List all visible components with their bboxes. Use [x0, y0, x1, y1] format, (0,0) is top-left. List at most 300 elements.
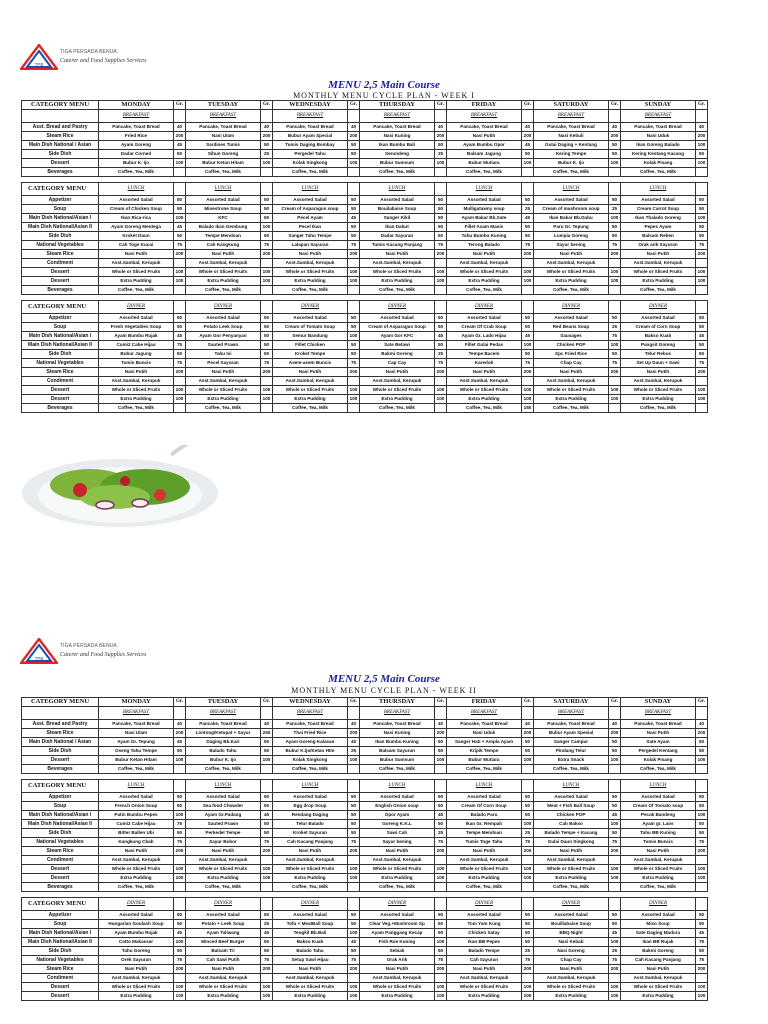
dish-cell: Pecel Sayuran	[186, 359, 261, 368]
gram-cell: 100	[348, 268, 360, 277]
gram-cell: 45	[261, 811, 273, 820]
gram-cell: 50	[348, 811, 360, 820]
gram-cell: 50	[348, 314, 360, 323]
category-cell: Main Dish National/Asian II	[22, 820, 99, 829]
dish-cell: Sea food Chowder	[186, 802, 261, 811]
meal-label: BREAKFAST	[273, 707, 348, 720]
dish-cell: Whole or Sliced Fruits	[621, 865, 696, 874]
dish-cell: Pancake, Toast Bread	[621, 720, 696, 729]
dish-cell: Tempe Mendoan	[447, 829, 522, 838]
menu-row	[22, 747, 708, 756]
dish-cell: Assorted Salad	[621, 196, 696, 205]
gram-cell: 75	[609, 838, 621, 847]
dish-cell: Pergedel Tahu	[273, 150, 348, 159]
gram-cell: 75	[696, 359, 708, 368]
dish-cell: Asst.Sambal, Kerupuk	[99, 856, 174, 865]
gram-cell: 50	[348, 793, 360, 802]
gram-cell: 50	[435, 214, 447, 223]
gram-cell: 100	[522, 820, 534, 829]
dish-cell: Nasi Putih	[360, 368, 435, 377]
menu-row	[22, 141, 708, 150]
header-row	[22, 101, 708, 110]
gram-cell: 50	[609, 920, 621, 929]
gram-cell: 50	[261, 947, 273, 956]
gram-cell: 100	[174, 386, 186, 395]
dish-cell: Nasi Putih	[360, 250, 435, 259]
gram-cell: 45	[522, 332, 534, 341]
dish-cell: Assorted Salad	[447, 793, 522, 802]
category-cell: Side Dish	[22, 232, 99, 241]
dish-cell: Extra Pudding	[621, 874, 696, 883]
dish-cell: Sauted Prawn	[186, 820, 261, 829]
menu-row	[22, 865, 708, 874]
dish-cell: Asem-asem Buncis	[273, 359, 348, 368]
meal-gram-cell	[609, 898, 621, 911]
dish-cell: Nasi Putih	[273, 250, 348, 259]
meal-gram-cell	[696, 301, 708, 314]
gram-cell	[348, 286, 360, 295]
dish-cell: Ikan Rica-rica	[99, 214, 174, 223]
dish-cell: Minestrone Soup	[186, 205, 261, 214]
dish-cell: Assorted Salad	[534, 196, 609, 205]
day-header: SUNDAY	[621, 101, 696, 110]
dish-cell: Asst.Sambal, Kerupuk	[447, 377, 522, 386]
gram-cell: 200	[522, 729, 534, 738]
meal-gram-cell	[609, 110, 621, 123]
gram-cell: 100	[174, 874, 186, 883]
gram-cell	[696, 377, 708, 386]
dish-cell: Balado Ikan Gembung	[186, 223, 261, 232]
day-header: WEDNESDAY	[273, 698, 348, 707]
gram-cell: 200	[609, 847, 621, 856]
dish-cell: Ikan BB Rujak	[621, 938, 696, 947]
dish-cell: Coffee, Tea, Milk	[534, 404, 609, 413]
gram-cell	[261, 168, 273, 177]
dish-cell: Cream Of Crab Soup	[447, 323, 522, 332]
menu-row	[22, 929, 708, 938]
gram-cell	[522, 765, 534, 774]
dish-cell: Cream of Asparagus soup	[273, 205, 348, 214]
meal-label: BREAKFAST	[273, 110, 348, 123]
gram-cell: 100	[348, 992, 360, 1001]
category-cell: Beverages	[22, 883, 99, 892]
dish-cell: Extra Pudding	[186, 277, 261, 286]
menu-row	[22, 377, 708, 386]
meal-gram-cell	[609, 301, 621, 314]
dish-cell: Kering Tempe	[534, 150, 609, 159]
dish-cell: Gulai Daun Singkong	[534, 838, 609, 847]
dish-cell: Assorted Salad	[273, 911, 348, 920]
gram-cell: 40	[696, 123, 708, 132]
gram-cell: 100	[435, 874, 447, 883]
dish-cell: Coffee, Tea, Milk	[186, 168, 261, 177]
menu-row	[22, 811, 708, 820]
dish-cell: Coffee, Tea, Milk	[186, 286, 261, 295]
gram-cell	[522, 883, 534, 892]
dish-cell: Tahu Goreng	[99, 947, 174, 956]
dish-cell: Assorted Salad	[534, 793, 609, 802]
gram-cell	[696, 404, 708, 413]
dish-cell: Kolak Pisang	[621, 756, 696, 765]
dish-cell: Kolak Pisang	[621, 159, 696, 168]
dish-cell: Extra Snack	[534, 756, 609, 765]
dish-cell: Asst.Sambal, Kerupuk	[186, 377, 261, 386]
gram-cell: 100	[609, 341, 621, 350]
gram-cell: 25	[609, 205, 621, 214]
dish-cell: Dadar Corned	[99, 150, 174, 159]
gram-header: Gr.	[348, 101, 360, 110]
dish-cell: Oseng Tahu Tempe	[99, 747, 174, 756]
gram-cell: 50	[522, 938, 534, 947]
dish-cell: Asst.Sambal, Kerupuk	[621, 974, 696, 983]
gram-cell: 50	[261, 141, 273, 150]
dish-cell: Coffee, Tea, Milk	[360, 765, 435, 774]
category-cell: Steam Rice	[22, 132, 99, 141]
dish-cell: Asst.Sambal, Kerupuk	[360, 259, 435, 268]
gram-cell: 50	[261, 911, 273, 920]
dish-cell: Extra Pudding	[621, 395, 696, 404]
dish-cell: Ikan Goreng Balado	[621, 141, 696, 150]
gram-cell: 50	[348, 323, 360, 332]
dish-cell: Chap Cay	[534, 956, 609, 965]
gram-cell	[174, 377, 186, 386]
dish-cell: Coffee, Tea, Milk	[534, 883, 609, 892]
dish-cell: Nasi Ulam	[99, 729, 174, 738]
dish-cell: Nasi Putih	[447, 132, 522, 141]
category-cell: Dessert	[22, 268, 99, 277]
gram-cell	[435, 765, 447, 774]
dish-cell: Bakmi Goreng	[360, 350, 435, 359]
category-cell: Appetizer	[22, 196, 99, 205]
dish-cell: Extra Pudding	[186, 992, 261, 1001]
dish-cell: Kering Kentang Kacang	[621, 150, 696, 159]
gram-cell: 75	[435, 838, 447, 847]
dish-cell: Coffee, Tea, Milk	[273, 404, 348, 413]
dish-cell: Pancake, Toast Bread	[447, 123, 522, 132]
gram-cell	[522, 286, 534, 295]
gram-cell: 100	[609, 938, 621, 947]
dish-cell: Coffee, Tea, Milk	[273, 286, 348, 295]
gram-cell: 100	[609, 865, 621, 874]
dish-cell: Ayam Taliwang	[186, 929, 261, 938]
dish-cell: Nasi Putih	[447, 368, 522, 377]
gram-cell: 50	[261, 214, 273, 223]
dish-cell: Bubur Mutiara	[447, 159, 522, 168]
menu-row	[22, 277, 708, 286]
dish-cell: Ikan Thalado Goreng	[621, 214, 696, 223]
gram-cell	[348, 974, 360, 983]
dish-cell: Pancake, Toast Bread	[99, 123, 174, 132]
dish-cell: Nasi Putih	[186, 847, 261, 856]
dish-cell: Cumi2 Cabe Hijau	[99, 341, 174, 350]
gram-cell: 100	[609, 395, 621, 404]
menu-row	[22, 232, 708, 241]
gram-cell	[435, 259, 447, 268]
dish-cell: Balado Tempe + Kacang	[534, 829, 609, 838]
gram-cell: 50	[174, 196, 186, 205]
dish-cell: Assorted Salad	[186, 196, 261, 205]
category-cell: Appetizer	[22, 793, 99, 802]
dish-cell: Asst.Sambal, Kerupuk	[534, 856, 609, 865]
dish-cell: Extra Pudding	[360, 992, 435, 1001]
dish-cell: Coffee, Tea, Milk	[447, 168, 522, 177]
dish-cell: Assorted Salad	[447, 911, 522, 920]
dish-cell: Nasi Putih	[360, 965, 435, 974]
gram-cell: 50	[348, 947, 360, 956]
dish-cell: Ayam Gor Penyanyan	[186, 332, 261, 341]
dish-cell: Extra Pudding	[534, 277, 609, 286]
dish-cell: Chicken POP	[534, 811, 609, 820]
gram-cell: 100	[348, 395, 360, 404]
dish-cell: Sate Daging Madura	[621, 929, 696, 938]
gram-cell: 45	[696, 332, 708, 341]
gram-cell: 100	[261, 223, 273, 232]
meal-label: LUNCH	[360, 183, 435, 196]
meal-gram-cell	[522, 183, 534, 196]
gram-cell: 200	[435, 847, 447, 856]
menu-row	[22, 847, 708, 856]
gram-cell: 100	[261, 386, 273, 395]
dish-cell: Pancake, Toast Bread	[99, 720, 174, 729]
day-header: THURSDAY	[360, 101, 435, 110]
dish-cell: Miso Soup	[621, 920, 696, 929]
dish-cell: Pancake, Toast Bread	[447, 720, 522, 729]
gram-cell: 50	[696, 747, 708, 756]
dish-cell: Pecel Ayam	[273, 214, 348, 223]
dish-cell: Tahu BB Kuning	[621, 829, 696, 838]
dish-cell: Assorted Salad	[186, 314, 261, 323]
dish-cell: Pancake, Toast Bread	[621, 123, 696, 132]
meal-gram-cell	[261, 707, 273, 720]
gram-cell: 50	[696, 196, 708, 205]
dish-cell: Extra Pudding	[360, 277, 435, 286]
category-cell: Appetizer	[22, 314, 99, 323]
dish-cell: Balado Tahu	[273, 947, 348, 956]
gram-cell: 75	[522, 838, 534, 847]
dish-cell: Extra Pudding	[273, 992, 348, 1001]
dish-cell: Tahu Bumbu Kuning	[447, 232, 522, 241]
dish-cell: Ayam Bakar Bb.Sate	[447, 214, 522, 223]
meal-gram-cell	[435, 183, 447, 196]
company-name: TIGA PERSADA BENUA	[60, 49, 117, 55]
dish-cell: Asst.Sambal, Kerupuk	[621, 856, 696, 865]
gram-cell: 100	[609, 159, 621, 168]
gram-cell	[435, 168, 447, 177]
gram-cell	[174, 883, 186, 892]
gram-cell	[609, 286, 621, 295]
gram-cell: 50	[522, 350, 534, 359]
dish-cell: Asst.Sambal, Kerupuk	[621, 377, 696, 386]
dish-cell: Balsam Sayuran	[360, 747, 435, 756]
meal-label: LUNCH	[186, 780, 261, 793]
gram-cell: 100	[522, 341, 534, 350]
gram-cell: 75	[435, 956, 447, 965]
dish-cell: Nasi Putih	[273, 847, 348, 856]
gram-cell: 200	[696, 250, 708, 259]
gram-cell: 100	[174, 938, 186, 947]
meal-gram-cell	[174, 707, 186, 720]
dish-cell: Cream Carrot Soup	[621, 205, 696, 214]
menu-row	[22, 938, 708, 947]
gram-cell: 40	[609, 123, 621, 132]
dish-cell: English Onion soup	[360, 802, 435, 811]
meal-label: LUNCH	[273, 780, 348, 793]
dish-cell: Gulai Daging + Kentang	[534, 141, 609, 150]
gram-cell: 50	[261, 793, 273, 802]
dish-cell: Kripik Tempe	[447, 747, 522, 756]
gram-cell: 50	[696, 341, 708, 350]
dish-cell: Pancake, Toast Bread	[273, 720, 348, 729]
gram-cell: 45	[348, 214, 360, 223]
gram-cell: 75	[261, 838, 273, 847]
gram-cell: 50	[261, 350, 273, 359]
dish-cell: Whole or Sliced Fruits	[273, 386, 348, 395]
gram-cell: 200	[174, 250, 186, 259]
menu-row	[22, 386, 708, 395]
dish-cell: Cumi2 Cabe Hijau	[99, 820, 174, 829]
dish-cell: Whole or Sliced Fruits	[360, 983, 435, 992]
menu-row	[22, 250, 708, 259]
gram-cell: 100	[174, 395, 186, 404]
gram-cell: 25	[609, 323, 621, 332]
gram-cell: 25	[348, 747, 360, 756]
gram-cell: 100	[609, 214, 621, 223]
gram-cell: 50	[696, 350, 708, 359]
category-cell: Main Dish National/Asian II	[22, 938, 99, 947]
week1-title: MENU 2,5 Main Course	[328, 79, 440, 91]
category-cell: Dessert	[22, 983, 99, 992]
meal-label: BREAKFAST	[360, 110, 435, 123]
category-cell: Soup	[22, 205, 99, 214]
gram-cell: 100	[609, 983, 621, 992]
dish-cell: Cah Sayuran	[447, 956, 522, 965]
dish-cell: Patin Bumbu Pepes	[99, 811, 174, 820]
dish-cell: Kroket Daun	[99, 232, 174, 241]
gram-cell: 50	[609, 150, 621, 159]
dish-cell: Coffee, Tea, Milk	[621, 168, 696, 177]
gram-cell: 200	[609, 965, 621, 974]
gram-cell	[609, 856, 621, 865]
dish-cell: Assorted Salad	[534, 314, 609, 323]
gram-cell: 75	[609, 359, 621, 368]
category-cell: Beverages	[22, 286, 99, 295]
gram-header: Gr.	[261, 698, 273, 707]
gram-cell: 200	[696, 132, 708, 141]
gram-cell: 200	[609, 250, 621, 259]
dish-cell: Extra Pudding	[99, 395, 174, 404]
dish-cell: Coffee, Tea, Milk	[621, 286, 696, 295]
dish-cell: Nasi Putih	[534, 847, 609, 856]
gram-cell: 45	[522, 214, 534, 223]
dish-cell: Coffee, Tea, Milk	[99, 883, 174, 892]
dish-cell: Bakso Kuah	[621, 332, 696, 341]
menu-row	[22, 159, 708, 168]
menu-row	[22, 241, 708, 250]
dish-cell: Assorted Salad	[360, 793, 435, 802]
dish-cell: Whole or Sliced Fruits	[447, 386, 522, 395]
meal-label: DINNER	[447, 898, 522, 911]
dish-cell: Nasi Putih	[186, 250, 261, 259]
day-header: SUNDAY	[621, 698, 696, 707]
dish-cell: Coffee, Tea, Milk	[186, 765, 261, 774]
meal-label: LUNCH	[186, 183, 261, 196]
gram-cell: 50	[261, 820, 273, 829]
gram-cell: 50	[522, 150, 534, 159]
gram-cell: 45	[435, 332, 447, 341]
gram-cell: 50	[261, 314, 273, 323]
gram-cell: 100	[348, 865, 360, 874]
gram-cell: 50	[348, 232, 360, 241]
meal-label: BREAKFAST	[534, 110, 609, 123]
gram-cell: 50	[435, 920, 447, 929]
category-cell: Main Dish National/Asian I	[22, 929, 99, 938]
menu-row	[22, 883, 708, 892]
meal-gram-cell	[261, 110, 273, 123]
menu-row	[22, 820, 708, 829]
gram-cell: 50	[174, 747, 186, 756]
dish-cell: Bubur Mutiara	[447, 756, 522, 765]
gram-cell: 50	[174, 920, 186, 929]
menu-row	[22, 965, 708, 974]
gram-cell	[696, 765, 708, 774]
gram-cell	[696, 856, 708, 865]
menu-row	[22, 829, 708, 838]
dish-cell: Whole or Sliced Fruits	[447, 268, 522, 277]
gram-cell: 45	[174, 223, 186, 232]
meal-label: BREAKFAST	[99, 110, 174, 123]
dish-cell: Sawi Cah	[360, 829, 435, 838]
gram-cell: 50	[435, 929, 447, 938]
dish-cell: Nasi Putih	[99, 250, 174, 259]
menu-row	[22, 259, 708, 268]
dish-cell: Ikan Gr. Rempah	[447, 820, 522, 829]
gram-cell: 75	[609, 956, 621, 965]
gram-cell: 100	[522, 277, 534, 286]
meal-label: BREAKFAST	[360, 707, 435, 720]
dish-cell: Ayam Panggang Kecap	[360, 929, 435, 938]
gram-cell: 100	[435, 159, 447, 168]
gram-cell: 50	[261, 196, 273, 205]
gram-cell: 200	[348, 250, 360, 259]
gram-cell: 50	[609, 829, 621, 838]
meal-label: LUNCH	[534, 780, 609, 793]
menu-row	[22, 196, 708, 205]
meal-gram-cell	[522, 780, 534, 793]
gram-cell: 100	[435, 277, 447, 286]
gram-cell: 100	[348, 756, 360, 765]
dish-cell: Balsam Jagung	[447, 150, 522, 159]
menu-row	[22, 214, 708, 223]
day-header: TUESDAY	[186, 101, 261, 110]
meal-gram-cell	[174, 780, 186, 793]
day-header: FRIDAY	[447, 101, 522, 110]
gram-cell: 200	[435, 250, 447, 259]
gram-cell: 50	[696, 920, 708, 929]
menu-row	[22, 856, 708, 865]
menu-row	[22, 286, 708, 295]
dish-cell: Sardines Tumis	[186, 141, 261, 150]
meal-label: BREAKFAST	[447, 110, 522, 123]
dish-cell: Cream of mushroom soup	[534, 205, 609, 214]
gram-cell: 100	[348, 277, 360, 286]
gram-cell: 100	[435, 268, 447, 277]
gram-cell: 50	[609, 350, 621, 359]
dish-cell: Extra Pudding	[99, 277, 174, 286]
dish-cell: Asst.Sambal, Kerupuk	[273, 974, 348, 983]
gram-cell: 50	[174, 232, 186, 241]
meal-gram-cell	[522, 898, 534, 911]
gram-cell: 75	[348, 359, 360, 368]
